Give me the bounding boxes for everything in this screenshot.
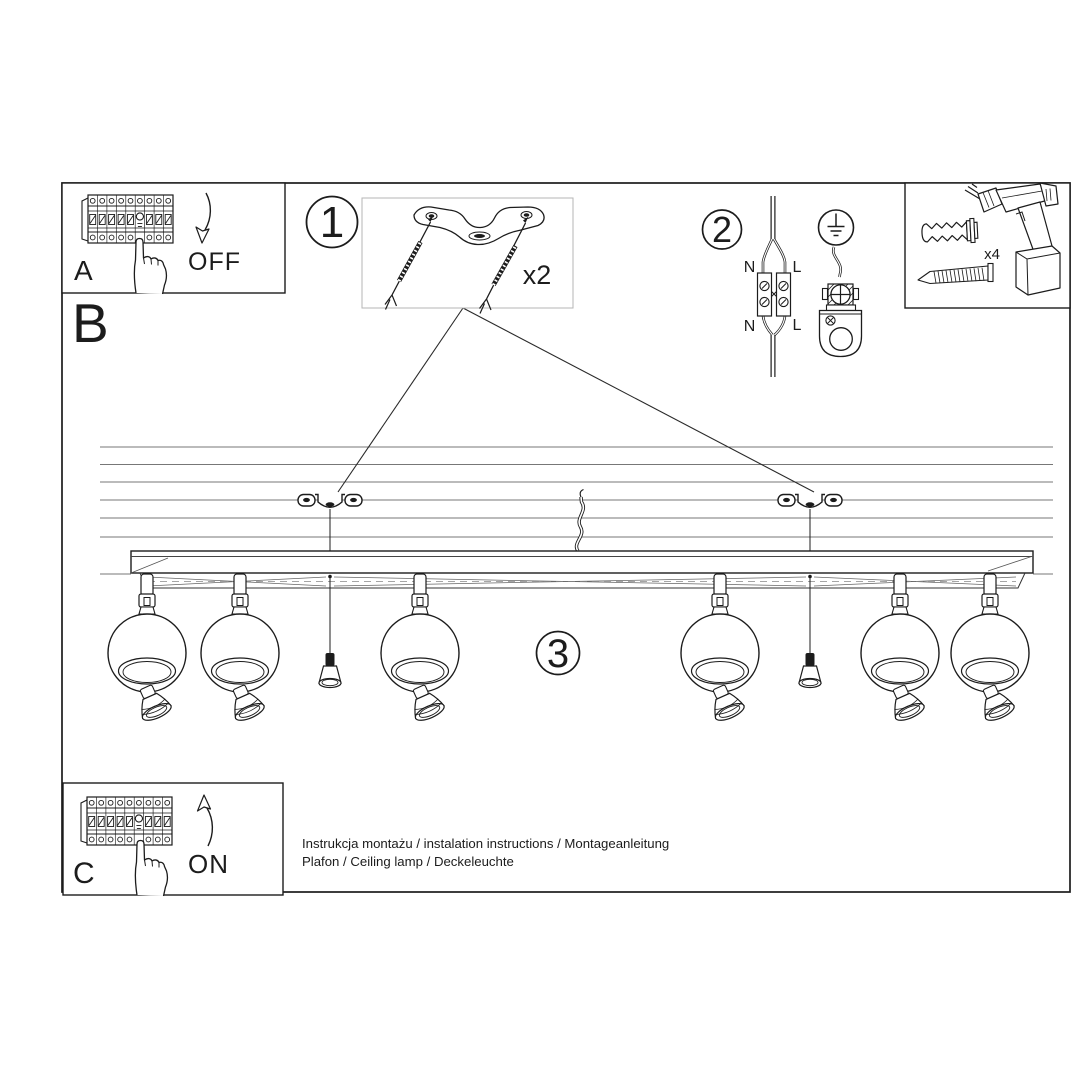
wire-n-bottom-label: N xyxy=(743,318,756,335)
ground-symbol-icon xyxy=(819,210,854,245)
mounting-bracket-right xyxy=(778,495,842,508)
quantity-x4-label: x4 xyxy=(984,246,1000,263)
rail-brace-hatch xyxy=(148,577,1016,586)
supply-cable-top xyxy=(763,196,785,273)
spotlight-5 xyxy=(861,574,939,724)
step-3-badge xyxy=(537,632,580,677)
tools-box xyxy=(905,183,1070,308)
footer xyxy=(302,836,669,869)
step-c-box xyxy=(63,783,283,896)
step-b-letter: B xyxy=(72,292,109,354)
hanging-screw-right xyxy=(799,575,821,688)
on-label: ON xyxy=(188,849,229,879)
step-1-number: 1 xyxy=(319,198,345,247)
step-2-group xyxy=(703,196,862,377)
spotlight-2 xyxy=(201,574,279,724)
terminal-block-icon xyxy=(758,273,791,316)
footer-line-2: Plafon / Ceiling lamp / Deckeleuchte xyxy=(302,854,514,869)
step-a-box xyxy=(62,183,285,294)
wire-l-bottom-label: L xyxy=(792,317,802,334)
spotlight-6 xyxy=(951,574,1029,724)
step-2-number: 2 xyxy=(711,209,733,250)
lamp-cable-bottom xyxy=(763,316,785,377)
spotlight-1 xyxy=(108,574,186,724)
step-3-number: 3 xyxy=(546,632,570,676)
spotlight-3 xyxy=(381,574,459,724)
step-a-letter: A xyxy=(74,255,93,286)
spotlight-4 xyxy=(681,574,759,724)
ground-wire xyxy=(833,247,840,277)
mounting-bracket-left xyxy=(298,495,362,508)
power-cable xyxy=(576,490,583,552)
quantity-x2-label: x2 xyxy=(522,260,552,290)
wire-n-top-label: N xyxy=(743,259,756,276)
circuit-breaker-icon xyxy=(81,797,172,845)
footer-line-1: Instrukcja montażu / instalation instructions / Montageanleitung xyxy=(302,836,670,851)
step-c-letter: C xyxy=(73,857,95,890)
circuit-breaker-icon xyxy=(82,195,173,243)
step-1-group xyxy=(307,197,574,314)
ground-clamp-icon xyxy=(820,284,862,357)
hanging-screw-left xyxy=(319,575,341,688)
screw-icon-left xyxy=(385,216,434,310)
off-label: OFF xyxy=(188,248,241,276)
wire-l-top-label: L xyxy=(792,259,802,276)
